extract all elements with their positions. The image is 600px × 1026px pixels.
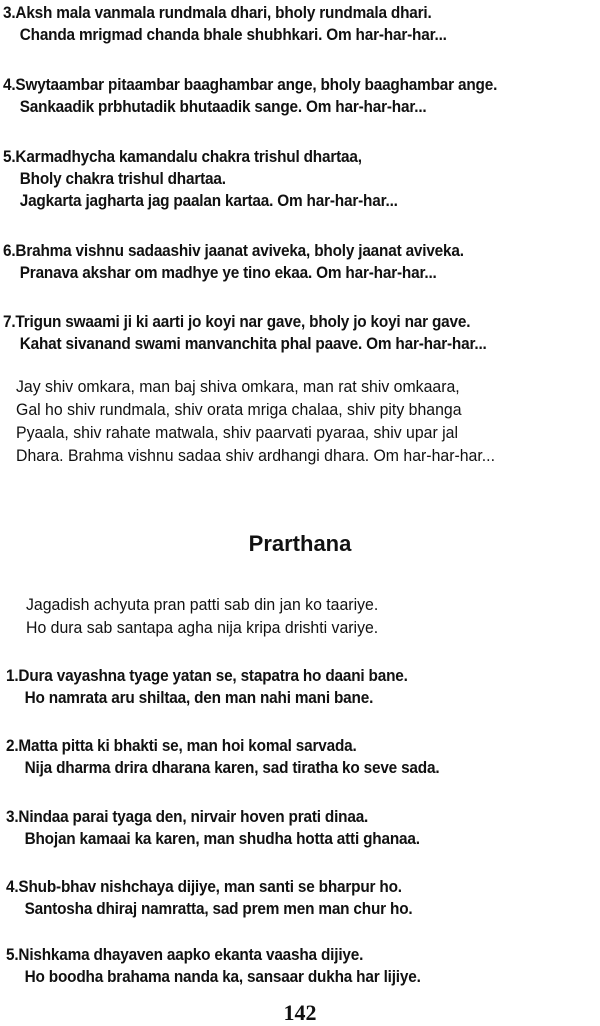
chorus-line: Gal ho shiv rundmala, shiv orata mriga chalaa, shiv pity bhanga: [16, 401, 462, 419]
verse-line: Ho boodha brahama nanda ka, sansaar dukha har lijiye.: [24, 968, 421, 986]
chorus-line: Pyaala, shiv rahate matwala, shiv paarvati pyaraa, shiv upar jal: [16, 424, 458, 442]
verse-line: 6.Brahma vishnu sadaashiv jaanat aviveka, bholy jaanat aviveka.: [3, 242, 464, 260]
verse-line: Nija dharma drira dharana karen, sad tiratha ko seve sada.: [24, 759, 440, 777]
intro-line: Ho dura sab santapa agha nija kripa drishti variye.: [26, 619, 379, 637]
verse-line: Pranava akshar om madhye ye tino ekaa. Om har-har-har...: [19, 264, 437, 282]
verse-line: 5.Karmadhycha kamandalu chakra trishul dhartaa,: [3, 148, 362, 166]
verse-line: 2.Matta pitta ki bhakti se, man hoi komal sarvada.: [6, 737, 357, 755]
aarti-verse-6: [3, 240, 499, 284]
verse-line: 1.Dura vayashna tyage yatan se, stapatra ho daani bane.: [6, 667, 408, 685]
verse-line: 7.Trigun swaami ji ki aarti jo koyi nar gave, bholy jo koyi nar gave.: [3, 313, 471, 331]
verse-line: Chanda mrigmad chanda bhale shubhkari. Om har-har-har...: [19, 26, 447, 44]
prarthana-verse-4: [6, 876, 443, 920]
verse-line: 3.Aksh mala vanmala rundmala dhari, bholy rundmala dhari.: [3, 4, 432, 22]
prarthana-verse-1: [6, 665, 438, 709]
prarthana-verse-3: [6, 806, 451, 850]
prarthana-verse-2: [6, 735, 472, 779]
aarti-chorus: [16, 376, 515, 468]
aarti-verse-4: [3, 74, 534, 118]
chorus-line: Dhara. Brahma vishnu sadaa shiv ardhangi dhara. Om har-har-har...: [16, 447, 495, 465]
verse-line: 3.Nindaa parai tyaga den, nirvair hoven prati dinaa.: [6, 808, 369, 826]
aarti-verse-3: [3, 2, 480, 46]
verse-line: Kahat sivanand swami manvanchita phal paave. Om har-har-har...: [19, 335, 487, 353]
aarti-verse-5: [3, 146, 427, 212]
verse-line: 5.Nishkama dhayaven aapko ekanta vaasha dijiye.: [6, 946, 364, 964]
verse-line: 4.Swytaambar pitaambar baaghambar ange, bholy baaghambar ange.: [3, 76, 498, 94]
verse-line: 4.Shub-bhav nishchaya dijiye, man santi se bharpur ho.: [6, 878, 402, 896]
verse-line: Bhojan kamaai ka karen, man shudha hotta atti ghanaa.: [24, 830, 420, 848]
prarthana-verse-5: [6, 944, 452, 988]
verse-line: Jagkarta jagharta jag paalan kartaa. Om har-har-har...: [19, 192, 398, 210]
intro-line: Jagadish achyuta pran patti sab din jan ko taariye.: [26, 596, 379, 614]
verse-line: Bholy chakra trishul dhartaa.: [19, 170, 226, 188]
chorus-line: Jay shiv omkara, man baj shiva omkara, man rat shiv omkaara,: [16, 378, 460, 396]
section-heading: Prarthana: [248, 531, 352, 556]
verse-line: Sankaadik prbhutadik bhutaadik sange. Om har-har-har...: [19, 98, 427, 116]
verse-line: Santosha dhiraj namratta, sad prem men man chur ho.: [24, 900, 413, 918]
verse-line: Ho namrata aru shiltaa, den man nahi mani bane.: [24, 689, 374, 707]
prarthana-intro: [26, 594, 393, 640]
aarti-verse-7: [3, 311, 523, 355]
page-number: 142: [283, 1000, 317, 1025]
